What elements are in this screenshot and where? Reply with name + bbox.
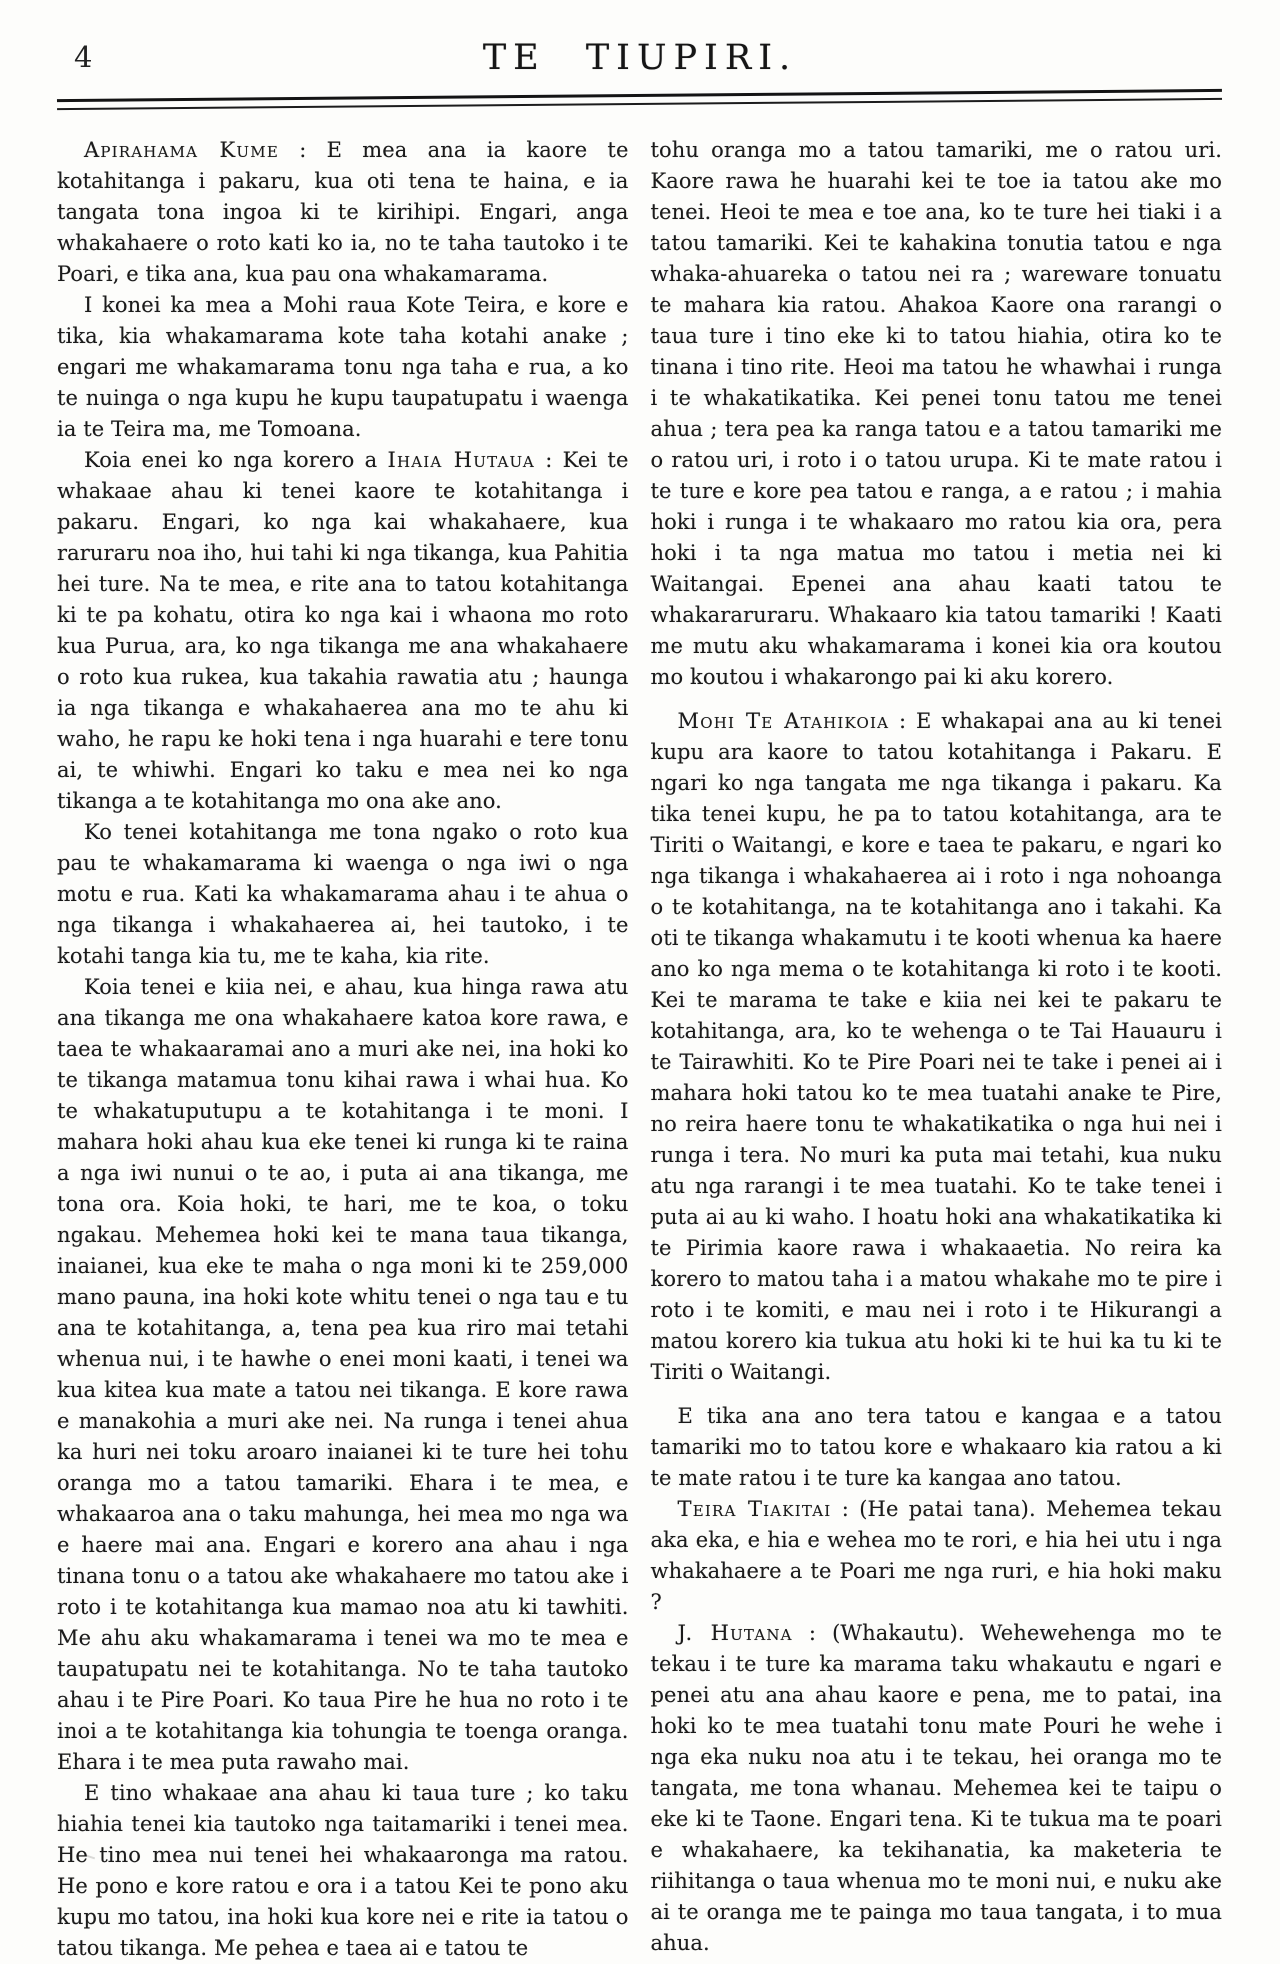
paragraph	[651, 706, 1223, 1388]
paragraph-text: tohu oranga mo a tatou tamariki, me o ratou uri. Kaore rawa he huarahi kei te toe ia tatou ake mo tenei. Heoi te mea e toe ana, ko te ture hei tiaki i a tatou tamariki. Kei te kahakina tonutia tatou e nga whaka-ahuareka o tatou nei ra ; wareware tonuatu te mahara kia ratou. Ahakoa Kaore ona rarangi o taua ture i tino eke ki to tatou hiahia, otira ko te tinana i tino rite. Heoi ma tatou he whawhai i runga i te whakatikatika. Kei penei tonu tatou me tenei ahua ; tera pea ka ranga tatou e a tatou tamariki me o ratou uri, i roto i o tatou urupa. Ki te mate ratou i te ture e kore pea tatou e ranga, a e ratou ; i mahia hoki i runga i te whakaaro mo ratou kia ora, pera hoki i ta nga matua mo tatou i metia nei ki Waitangai. Epenei ana ahau kaati tatou te whakararuraru. Whakaaro kia tatou tamariki ! Kaati me mutu aku whakamarama i konei kia ora koutou mo koutou i whakarongo pai ki aku korero.	[650, 138, 1222, 689]
paragraph	[651, 1401, 1223, 1494]
paragraph-text: : (He patai tana). Mehemea tekau aka eka, e hia e wehea mo te rori, e hia hei utu i nga whakahaere a te Poari me nga ruri, e hia hoki maku ?	[650, 1497, 1222, 1614]
column-right	[651, 135, 1223, 1964]
paragraph-text: Koia tenei e kiia nei, e ahau, kua hinga rawa atu ana tikanga me ona whakahaere katoa kore rawa, e taea te whakaaramai ano a muri ake nei, ina hoki ko te tikanga matamua tonu kihai rawa i whai hua. Ko te whakatuputupu a te kotahitanga i te moni. I mahara hoki ahau kua eke tenei ki runga ki te raina a nga iwi nunui o te ao, i puta ai ana tikanga, me tona ora. Koia hoki, te hari, me te koa, o toku ngakau. Mehemea hoki kei te mana taua tikanga, inaianei, kua eke te maha o nga moni ki te 259,000 mano pauna, ina hoki kote whitu tenei o nga tau e tu ana te kotahitanga, a, tena pea kua riro mai tetahi whenua nui, i te hawhe o enei moni kaati, i tenei wa kua kitea kua mate a tatou nei tikanga. E kore rawa e manakohia a muri ake nei. Na runga i tenei ahua ka huri nei toku aroaro inaianei ki te ture hei tohu oranga mo a tatou tamariki. Ehara i te mea, e whakaaroa ana o taku mahunga, hei mea mo nga wa e haere mai ana. Engari e korero ana ahau i nga tinana tonu o a tatou ake whakahaere mo tatou ake i roto i te kotahitanga kua mamao noa atu ki tawhiti. Me ahu aku whakamarama i tenei wa mo te mea e taupatupatu nei te kotahitanga. No te taha tautoko ahau i te Pire Poari. Ko taua Pire he hua no roto i te inoi a te kotahitanga kia tohungia te toenga oranga. Ehara i te mea puta rawaho mai.	[57, 975, 629, 1774]
page-number: 4	[74, 40, 93, 74]
paragraph-text: Ko tenei kotahitanga me tona ngako o roto kua pau te whakamarama ki waenga o nga iwi o nga motu e rua. Kati ka whakamarama ahau i te ahua o nga tikanga i whakahaerea ai, hei tautoko, i te kotahi tanga kia tu, me te kaha, kia rite.	[57, 820, 629, 968]
paragraph-text: : E mea ana ia kaore te kotahitanga i pakaru, kua oti tena te haina, e ia tangata tona ingoa ki te kirihipi. Engari, anga whakahaere o roto kati ko ia, no te taha tautoko i te Poari, e tika ana, kua pau ona whakamarama.	[57, 138, 629, 286]
paragraph	[651, 1618, 1223, 1959]
paragraph-text: E tino whakaae ana ahau ki taua ture ; ko taku hiahia tenei kia tautoko nga taitamariki i tenei mea. He tino mea nui tenei hei whakaaronga ma ratou. He pono e kore ratou e ora i a tatou Kei te pono aku kupu mo tatou, ina hoki kua kore nei e rite ia tatou o tatou tikanga. Me pehea e taea ai e tatou te	[57, 1781, 629, 1960]
speaker-name: Mohi Te Atahikoia	[677, 709, 890, 733]
paragraph	[651, 135, 1223, 693]
speaker-name: Ihaia Hutaua	[387, 448, 535, 472]
paragraph-text: : (Whakautu). Wehewehenga mo te tekau i te ture ka marama taku whakautu e ngari e penei atu ana ahau kaore e pena, me to patai, ina hoki ko te mea tuatahi tonu mate Pouri he wehe i nga eka nuku noa atu i te tekau, hei oranga mo te tangata, me tona whanau. Mehemea kei te taipu o eke ki te Taone. Engari tena. Ki te tukua ma te poari e whakahaere, ka tekihanatia, ka maketeria te riihitanga o taua whenua mo te moni nui, e nuku ake ai te oranga me te painga mo taua tangata, i to mua ahua.	[650, 1621, 1222, 1955]
speaker-name: Apirahama Kume	[84, 138, 279, 162]
paragraph	[57, 972, 629, 1778]
paragraph-text: : Kei te whakaae ahau ki tenei kaore te kotahitanga i pakaru. Engari, ko nga kai whakahaere, kua raruraru noa iho, hui tahi ki nga tikanga, kua Pahitia hei ture. Na te mea, e rite ana to tatou kotahitanga ki te pa kohatu, otira ko nga kai i whaona mo roto kua Purua, ara, ko nga tikanga me ana whakahaere o roto kua rukea, kua takahia rawatia atu ; haunga ia nga tikanga e whakahaerea ana mo te ahu ki waho, he rapu ke hoki tena i nga huarahi e tere tonu ai, te whiwhi. Engari ko taku e mea nei ko nga tikanga a te kotahitanga mo ona ake ano.	[57, 448, 629, 813]
masthead-title: TE TIUPIRI.	[482, 38, 798, 78]
paragraph	[57, 445, 629, 817]
paragraph	[57, 290, 629, 445]
paragraph	[57, 1778, 629, 1964]
speaker-name: Teira Tiakitai	[677, 1497, 832, 1521]
paragraph	[651, 1494, 1223, 1618]
paragraph	[57, 135, 629, 290]
header-double-rule	[57, 89, 1222, 110]
column-left	[57, 135, 629, 1964]
paragraph-text: I konei ka mea a Mohi raua Kote Teira, e kore e tika, kia whakamarama kote taha kotahi anake ; engari me whakamarama tonu nga taha e rua, a ko te nuinga o nga kupu he kupu taupatupatu i waenga ia te Teira ma, me Tomoana.	[57, 293, 629, 441]
speaker-name: J. Hutana	[677, 1621, 793, 1645]
paragraph-text: E tika ana ano tera tatou e kangaa e a tatou tamariki mo to tatou kore e whakaaro kia ratou a ki te mate ratou i te ture ka kangaa ano tatou.	[650, 1404, 1222, 1490]
article-columns	[57, 135, 1222, 1964]
paragraph-text: Koia enei ko nga korero a	[84, 448, 388, 472]
paragraph	[57, 817, 629, 972]
paragraph-text: : E whakapai ana au ki tenei kupu ara kaore to tatou kotahitanga i Pakaru. E ngari ko nga tangata me nga tikanga i pakaru. Ka tika tenei kupu, he pa to tatou kotahitanga, ara te Tiriti o Waitangi, e kore e taea te pakaru, e ngari ko nga tikanga i whakahaerea ai i roto i nga nohoanga o te kotahitanga, na te kotahitanga ano i takahi. Ka oti te tikanga whakamutu i te kooti whenua ka haere ano ko nga mema o te kotahitanga ki roto i te kooti. Kei te marama te take e kiia nei kei te pakaru te kotahitanga, ara, ko te wehenga o te Tai Hauauru i te Tairawhiti. Ko te Pire Poari nei te take i penei ai i mahara hoki tatou ko te mea tuatahi anake te Pire, no reira haere tonu te whakatikatika o nga hui nei i runga i tera. No muri ka puta mai tetahi, kua nuku atu nga rarangi i te mea tuatahi. Ko te take tenei i puta ai au ki waho. I hoatu hoki ana whakatikatika ki te Pirimia kaore rawa i whakaaetia. No reira ka korero to matou taha i a matou whakahe mo te pire i roto i te komiti, e mau nei i roto i te Hikurangi a matou korero kia tukua atu hoki ki te hui ka tu ki te Tiriti o Waitangi.	[650, 709, 1222, 1384]
